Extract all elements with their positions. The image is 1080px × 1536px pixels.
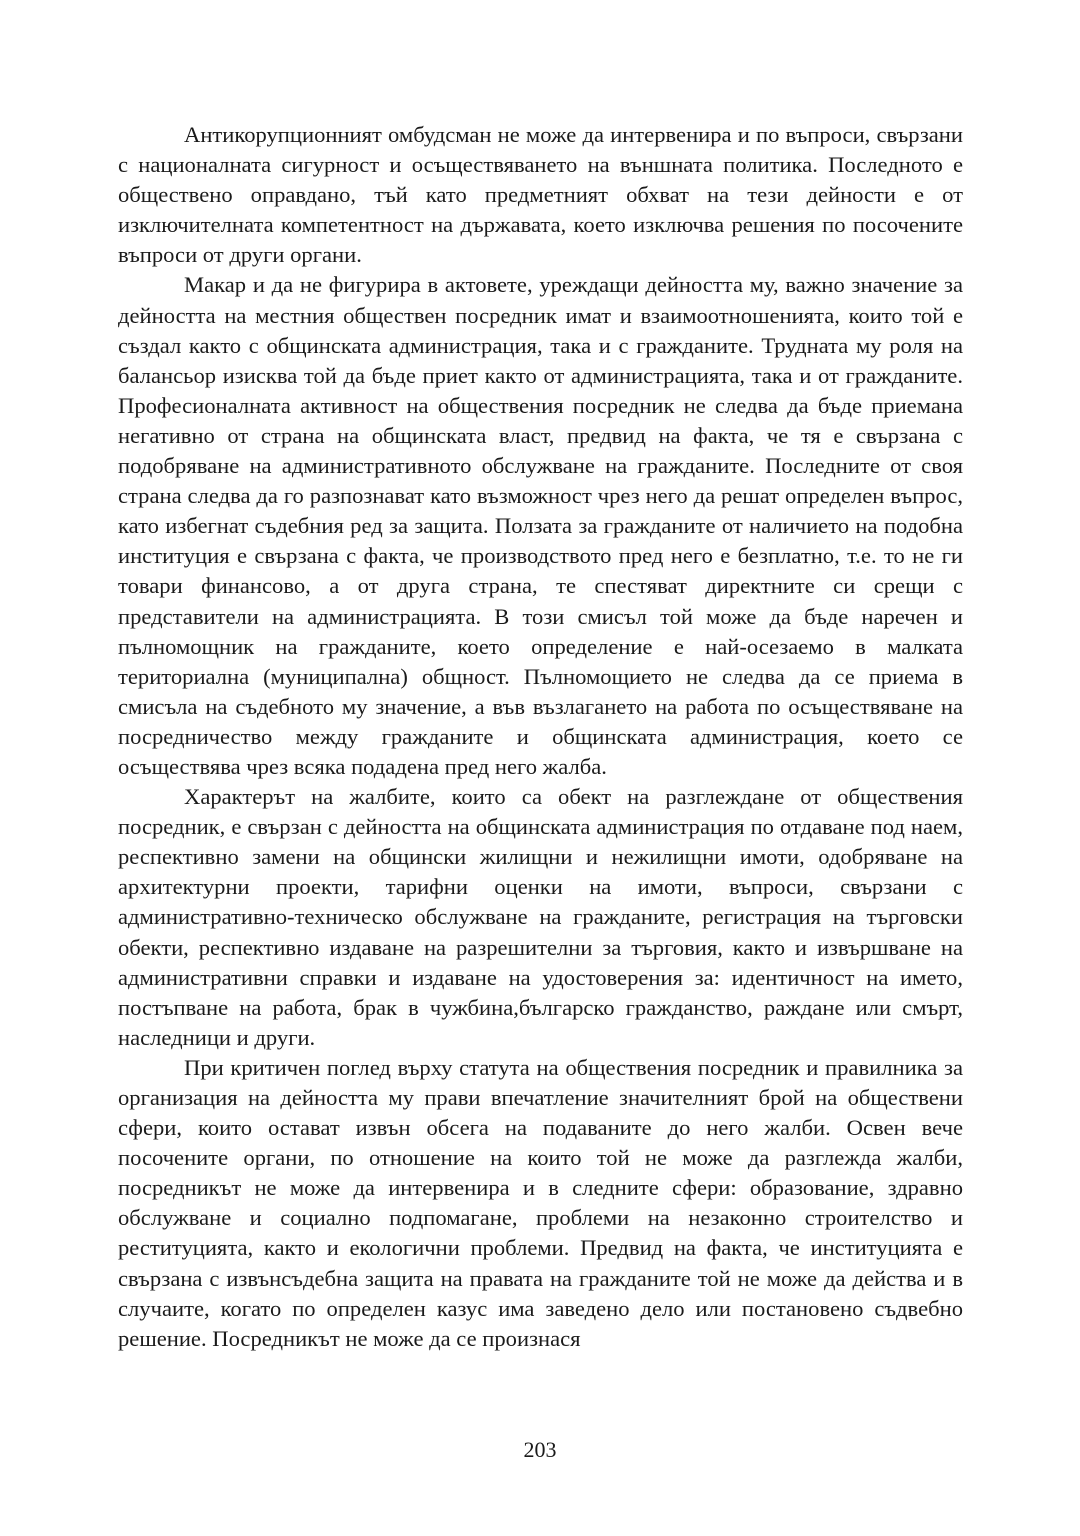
- paragraph-1: Антикорупционният омбудсман не може да интервенира и по въпроси, свързани с националната сигурност и осъществяването на външната политика. Последното е обществено оправдано, тъй като предметният обхват на тези дейности е от изключителната компетентност на държавата, което изключва решения по посочените въпроси от други органи.: [118, 122, 963, 268]
- paragraph-3: Характерът на жалбите, които са обект на разглеждане от обществения посредник, е свързан с дейността на общинската администрация по отдаване под наем, респективно замени на общински жилищни и нежилищни имоти, одобряване на архитектурни проекти, тарифни оценки на имоти, въпроси, свързани с административно-техническо обслужване на гражданите, регистрация на търговски обекти, респективно издаване на разрешителни за търговия, както и извършване на административни справки и издаване на удостоверения за: идентичност на името, постъпване на работа, брак в чужбина,българско гражданство, раждане или смърт, наследници и други.: [118, 784, 963, 1050]
- paragraph-4: При критичен поглед върху статута на обществения посредник и правилника за организация на дейността му прави впечатление значителният брой на обществени сфери, които остават извън обсега на подаваните до него жалби. Освен вече посочените органи, по отношение на които той не може да разглежда жалби, посредникът не може да интервенира и в следните сфери: образование, здравно обслужване и социално подпомагане, проблеми на незаконно строителство и реституцията, както и екологични проблеми. Предвид на факта, че институцията е свързана с извънсъдебна защита на правата на гражданите той не може да действа и в случаите, когато по определен казус има заведено дело или постановено съдвебно решение. Посредникът не може да се произнася: [118, 1054, 963, 1351]
- body-text: [118, 120, 963, 1354]
- paragraph-2: Макар и да не фигурира в актовете, уреждащи дейността му, важно значение за дейността на местния обществен посредник имат и взаимоотношенията, които той е създал както с общинската администрация, така и с гражданите. Трудната му роля на балансьор изисква той да бъде приет както от администрацията, така и от гражданите. Професионалната активност на обществения посредник не следва да бъде приемана негативно от страна на общинската власт, предвид на факта, че тя е свързана с подобряване на административното обслужване на гражданите. Последните от своя страна следва да го разпознават като възможност чрез него да решат определен въпрос, като избегнат съдебния ред за защита. Ползата за гражданите от наличието на подобна институция е свързана с факта, че производството пред него е безплатно, т.е. то не ги товари финансово, а от друга страна, те спестяват директните си срещи с представители на администрацията. В този смисъл той може да бъде наречен и пълномощник на гражданите, което определение е най-осезаемо в малката териториална (муниципална) общност. Пълномощието не следва да се приема в смисъла на съдебното му значение, а във възлагането на работа по осъществяване на посредничество между гражданите и общинската администрация, което се осъществява чрез всяка подадена пред него жалба.: [118, 272, 963, 779]
- page-number: 203: [523, 1437, 557, 1462]
